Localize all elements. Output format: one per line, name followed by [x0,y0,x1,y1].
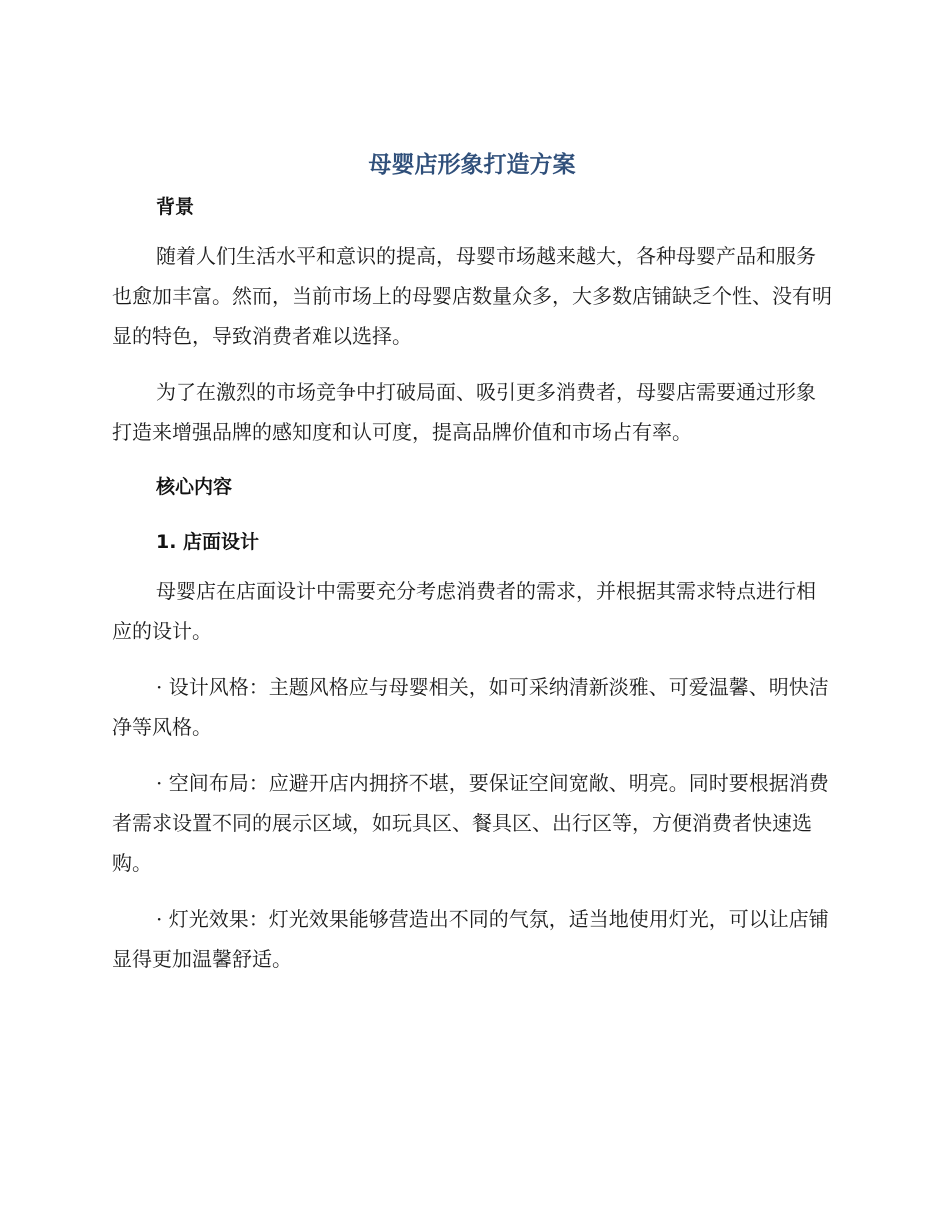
bullet-design-style: · 设计风格：主题风格应与母婴相关，如可采纳清新淡雅、可爱温馨、明快洁净等风格。 [112,675,829,739]
paragraph-background-2: 为了在激烈的市场竞争中打破局面、吸引更多消费者，母婴店需要通过形象打造来增强品牌的感知度和认可度，提高品牌价值和市场占有率。 [112,380,816,444]
section-heading-background: 背景 [156,196,195,218]
section-heading-core: 核心内容 [156,476,233,498]
paragraph-storefront-intro: 母婴店在店面设计中需要充分考虑消费者的需求，并根据其需求特点进行相应的设计。 [112,579,816,643]
bullet-lighting-effect: · 灯光效果：灯光效果能够营造出不同的气氛，适当地使用灯光，可以让店铺显得更加温馨舒适。 [112,907,829,971]
paragraph-background-1: 随着人们生活水平和意识的提高，母婴市场越来越大，各种母婴产品和服务也愈加丰富。然而，当前市场上的母婴店数量众多，大多数店铺缺乏个性、没有明显的特色，导致消费者难以选择。 [112,244,832,348]
document-title: 母婴店形象打造方案 [368,152,576,178]
document-body [112,148,832,979]
subsection-heading-storefront: 1. 店面设计 [156,531,260,553]
bullet-space-layout: · 空间布局：应避开店内拥挤不堪，要保证空间宽敞、明亮。同时要根据消费者需求设置不同的展示区域，如玩具区、餐具区、出行区等，方便消费者快速选购。 [112,771,829,875]
